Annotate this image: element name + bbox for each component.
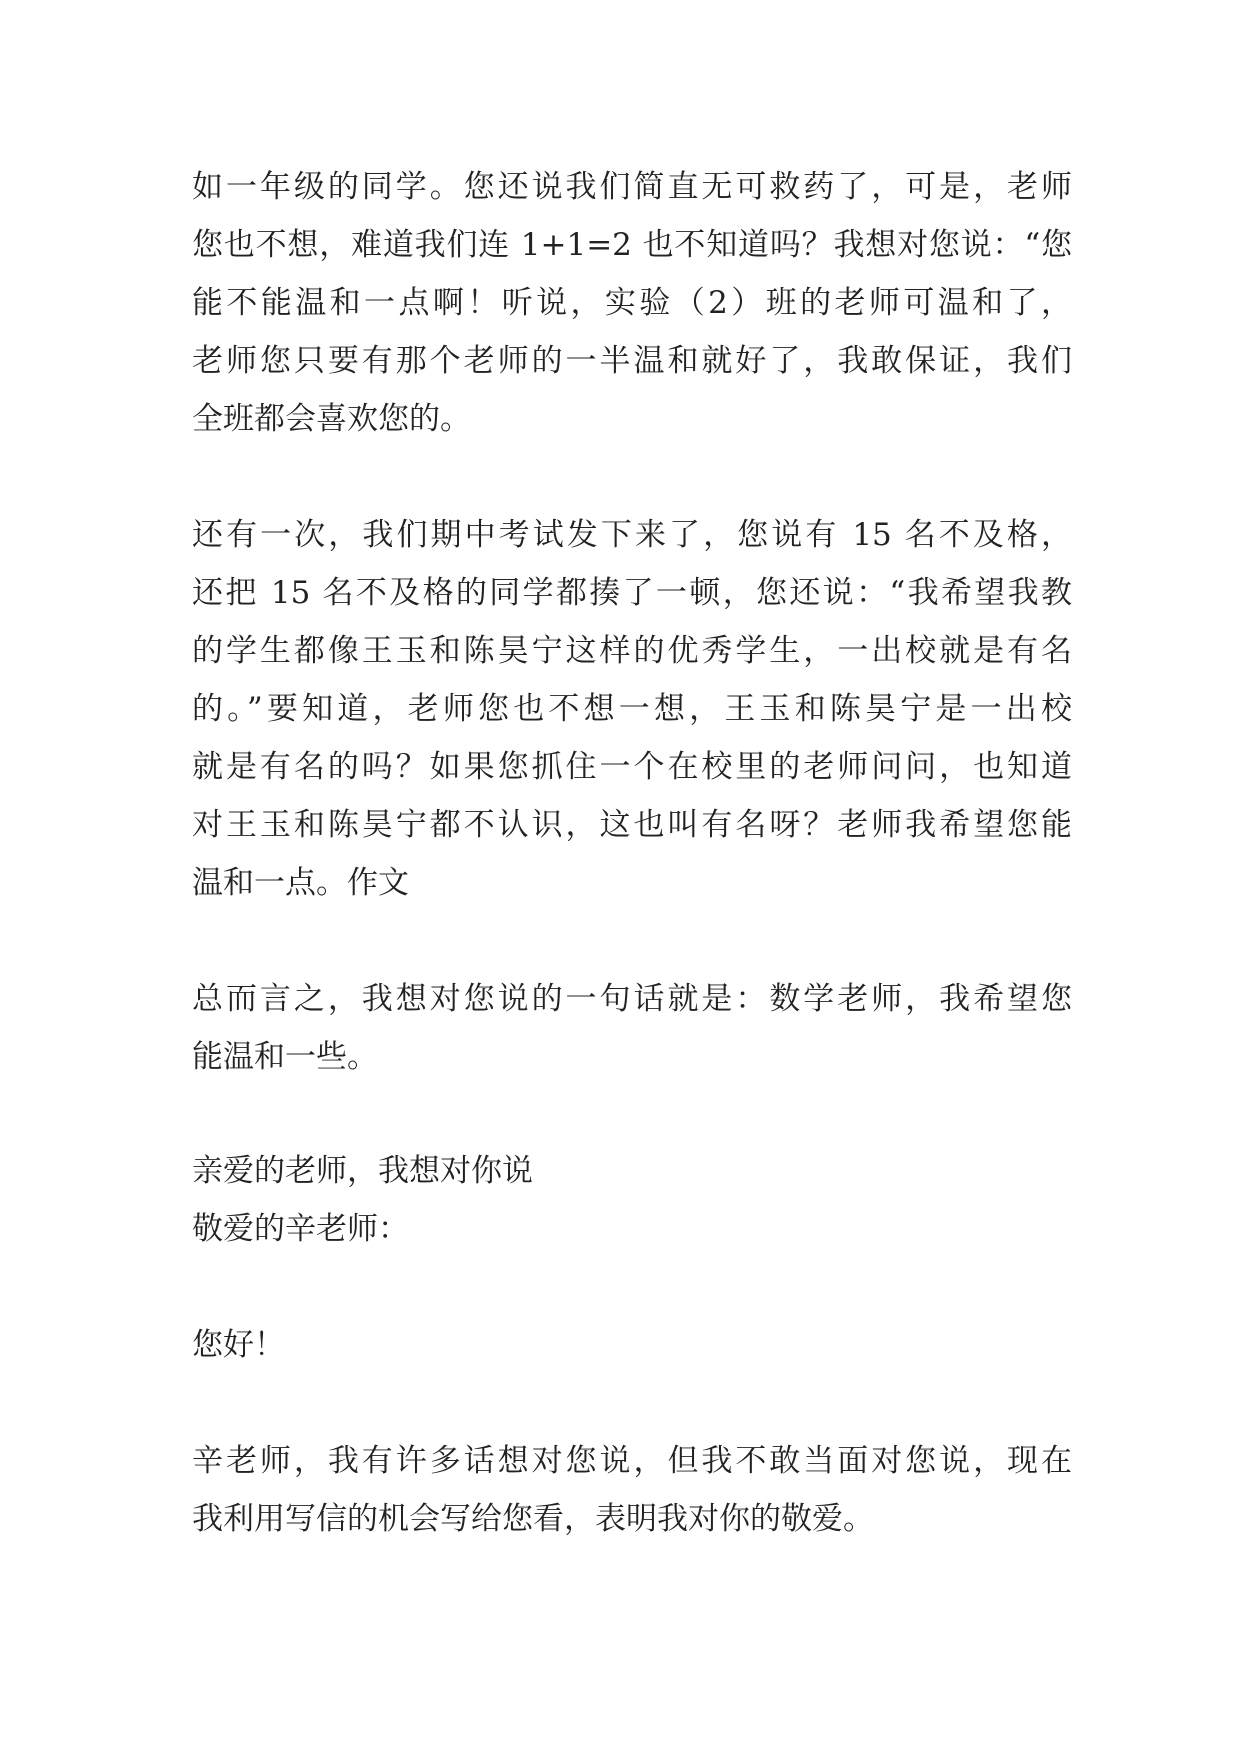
text-line: 的学生都像王玉和陈昊宁这样的优秀学生，一出校就是有名 <box>192 633 1072 669</box>
text-line: 老师您只要有那个老师的一半温和就好了，我敢保证，我们 <box>192 343 1072 379</box>
letter-title: 亲爱的老师，我想对你说 <box>192 1153 533 1189</box>
letter-salutation: 敬爱的辛老师： <box>192 1211 409 1247</box>
text-line: 对王玉和陈昊宁都不认识，这也叫有名呀？老师我希望您能 <box>192 807 1072 843</box>
letter-greeting: 您好！ <box>192 1327 285 1363</box>
text-line: 我利用写信的机会写给您看，表明我对你的敬爱。 <box>192 1501 874 1537</box>
text-line: 的。”要知道，老师您也不想一想，王玉和陈昊宁是一出校 <box>192 691 1072 727</box>
text-line: 能温和一些。 <box>192 1039 378 1075</box>
text-line: 如一年级的同学。您还说我们简直无可救药了，可是，老师 <box>192 169 1072 205</box>
text-line: 全班都会喜欢您的。 <box>192 401 471 437</box>
text-line: 能不能温和一点啊！听说，实验（2）班的老师可温和了， <box>192 285 1072 321</box>
text-line: 总而言之，我想对您说的一句话就是：数学老师，我希望您 <box>192 981 1072 1017</box>
text-line: 还把 15 名不及格的同学都揍了一顿，您还说：“我希望我教 <box>192 575 1072 611</box>
text-line: 您也不想，难道我们连 1+1=2 也不知道吗？我想对您说：“您 <box>192 227 1072 263</box>
text-line: 还有一次，我们期中考试发下来了，您说有 15 名不及格， <box>192 517 1072 553</box>
text-line: 辛老师，我有许多话想对您说，但我不敢当面对您说，现在 <box>192 1443 1072 1479</box>
text-line: 温和一点。作文 <box>192 865 409 901</box>
text-line: 就是有名的吗？如果您抓住一个在校里的老师问问，也知道 <box>192 749 1072 785</box>
